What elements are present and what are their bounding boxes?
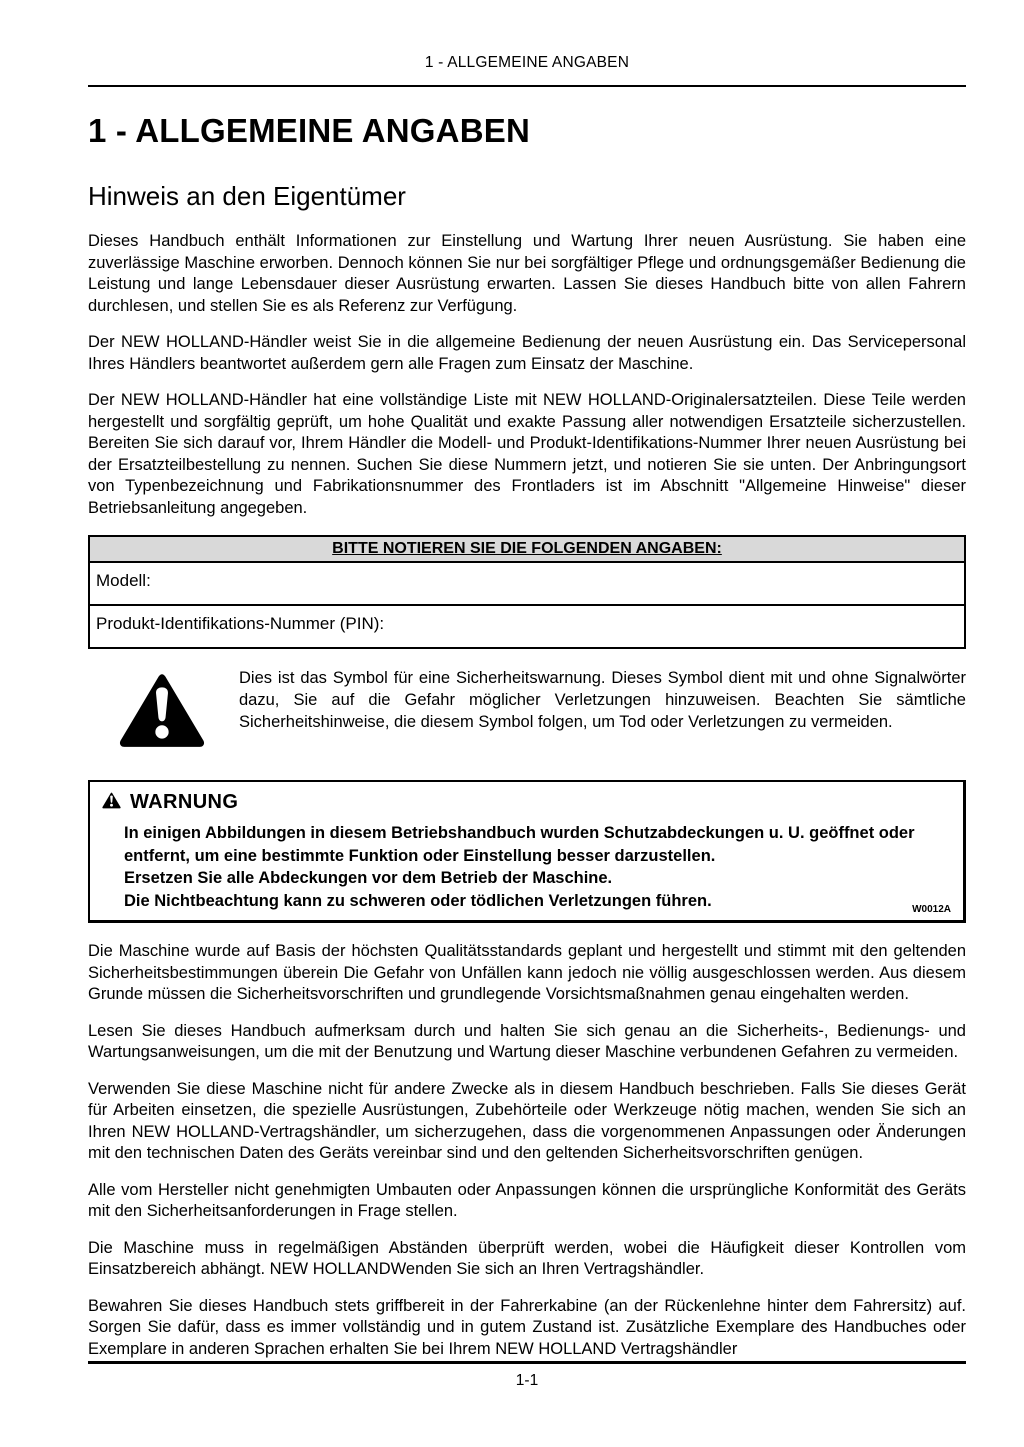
safety-alert-text: Dies ist das Symbol für eine Sicherheitswarnung. Dieses Symbol dient mit und ohne Signalwörter dazu, Sie auf die Gefahr möglicher Verletzungen hinzuweisen. Beachten Sie sämtliche Sicherheitshinweise, die diesem Symbol folgen, um Tod oder Verletzungen zu vermeiden. [239, 669, 966, 731]
body-paragraph: Verwenden Sie diese Maschine nicht für andere Zwecke als in diesem Handbuch beschrieben. Falls Sie dieses Gerät für Arbeiten einsetzen, die spezielle Ausrüstungen, Zubehörteile oder Werkzeuge nötig machen, wenden Sie sich an Ihren NEW HOLLAND-Vertragshändler, um sicherzugehen, dass die vorgenommenen Anpassungen oder Änderungen mit den technischen Daten des Geräts vereinbar sind und den geltenden Sicherheitsvorschriften genügen. [88, 1079, 966, 1162]
running-header: 1 - ALLGEMEINE ANGABEN [424, 54, 630, 71]
record-table-header: BITTE NOTIEREN SIE DIE FOLGENDEN ANGABEN: [89, 536, 965, 562]
body-paragraph: Die Maschine muss in regelmäßigen Abständen überprüft werden, wobei die Häufigkeit dieser Kontrollen vom Einsatzbereich abhängt. NEW HOLLANDWenden Sie sich an Ihren Vertragshändler. [88, 1238, 966, 1278]
warning-line: In einigen Abbildungen in diesem Betriebshandbuch wurden Schutzabdeckungen u. U. geöffnet oder entfernt, um eine bestimmte Funktion oder Einstellung besser darzustellen. [124, 824, 915, 865]
page-footer [88, 1361, 966, 1390]
warning-body [124, 822, 927, 912]
warning-box [88, 780, 966, 923]
intro-paragraph: Der NEW HOLLAND-Händler hat eine vollständige Liste mit NEW HOLLAND-Originalersatzteilen. Diese Teile werden hergestellt und sorgfältig geprüft, um hohe Qualität und exakte Passung aller notwendigen Ersatzteile sicherzustellen. Bereiten Sie sich darauf vor, Ihrem Händler die Modell- und Produkt-Identifikations-Nummer Ihrer neuen Ausrüstung bei der Ersatzteilbestellung zu nennen. Suchen Sie diese Nummern jetzt, und notieren Sie sie unten. Der Anbringungsort von Typenbezeichnung und Fabrikationsnummer des Frontladers ist im Abschnitt "Allgemeine Hinweise" dieser Betriebsanleitung angegeben. [88, 391, 966, 517]
warning-title: WARNUNG [130, 791, 239, 813]
safety-alert-note [88, 667, 966, 754]
intro-paragraph: Der NEW HOLLAND-Händler weist Sie in die allgemeine Bedienung der neuen Ausrüstung ein. Das Servicepersonal Ihres Händlers beantwortet außerdem gern alle Fragen zum Einsatz der Maschine. [88, 333, 966, 373]
header-rule [88, 85, 966, 87]
warning-triangle-icon [102, 792, 121, 814]
body-paragraph: Die Maschine wurde auf Basis der höchsten Qualitätsstandards geplant und hergestellt und stimmt mit den geltenden Sicherheitsbestimmungen überein Die Gefahr von Unfällen kann jedoch nie völlig ausgeschlossen werden. Aus diesem Grunde müssen die Sicherheitsvorschriften und grundlegende Vorsichtsmaßnahmen genau eingehalten werden. [88, 942, 966, 1003]
table-row [89, 536, 965, 562]
body-paragraph: Alle vom Hersteller nicht genehmigten Umbauten oder Anpassungen können die ursprüngliche Konformität des Geräts mit den Sicherheitsanforderungen in Frage stellen. [88, 1180, 966, 1220]
record-table [88, 535, 966, 649]
intro-paragraph: Dieses Handbuch enthält Informationen zur Einstellung und Wartung Ihrer neuen Ausrüstung. Sie haben eine zuverlässige Maschine erworben. Dennoch können Sie nur bei sorgfältiger Pflege und ordnungsgemäßer Bedienung die Leistung und lange Lebensdauer dieser Ausrüstung erwarten. Lassen Sie dieses Handbuch bitte von allen Fahrern durchlesen, und stellen Sie es als Referenz zur Verfügung. [88, 232, 966, 315]
body-paragraph: Lesen Sie dieses Handbuch aufmerksam durch und halten Sie sich genau an die Sicherheits-, Bedienungs- und Wartungsanweisungen, um die mit der Benutzung und Wartung dieser Maschine verbundenen Gefahren zu vermeiden. [88, 1021, 966, 1061]
record-table-row-pin: Produkt-Identifikations-Nummer (PIN): [89, 605, 965, 648]
body-paragraph: Bewahren Sie dieses Handbuch stets griffbereit in der Fahrerkabine (an der Rückenlehne hinter dem Fahrersitz) auf. Sorgen Sie dafür, dass es immer vollständig und in gutem Zustand ist. Zusätzliche Exemplare des Handbuches oder Exemplare in anderen Sprachen erhalten Sie bei Ihrem NEW HOLLAND Vertragshändler [88, 1296, 966, 1358]
page-title: 1 - ALLGEMEINE ANGABEN [88, 112, 530, 149]
warning-line: Die Nichtbeachtung kann zu schweren oder tödlichen Verletzungen führen. [124, 891, 712, 910]
warning-line: Ersetzen Sie alle Abdeckungen vor dem Betrieb der Maschine. [124, 869, 613, 887]
table-row [89, 562, 965, 605]
warning-title-row [100, 791, 953, 814]
warning-reference-code: W0012A [912, 904, 951, 915]
table-row [89, 605, 965, 648]
warning-triangle-icon [118, 667, 206, 754]
record-table-row-model: Modell: [89, 562, 965, 605]
section-heading: Hinweis an den Eigentümer [88, 181, 406, 211]
page-number: 1-1 [515, 1372, 539, 1389]
